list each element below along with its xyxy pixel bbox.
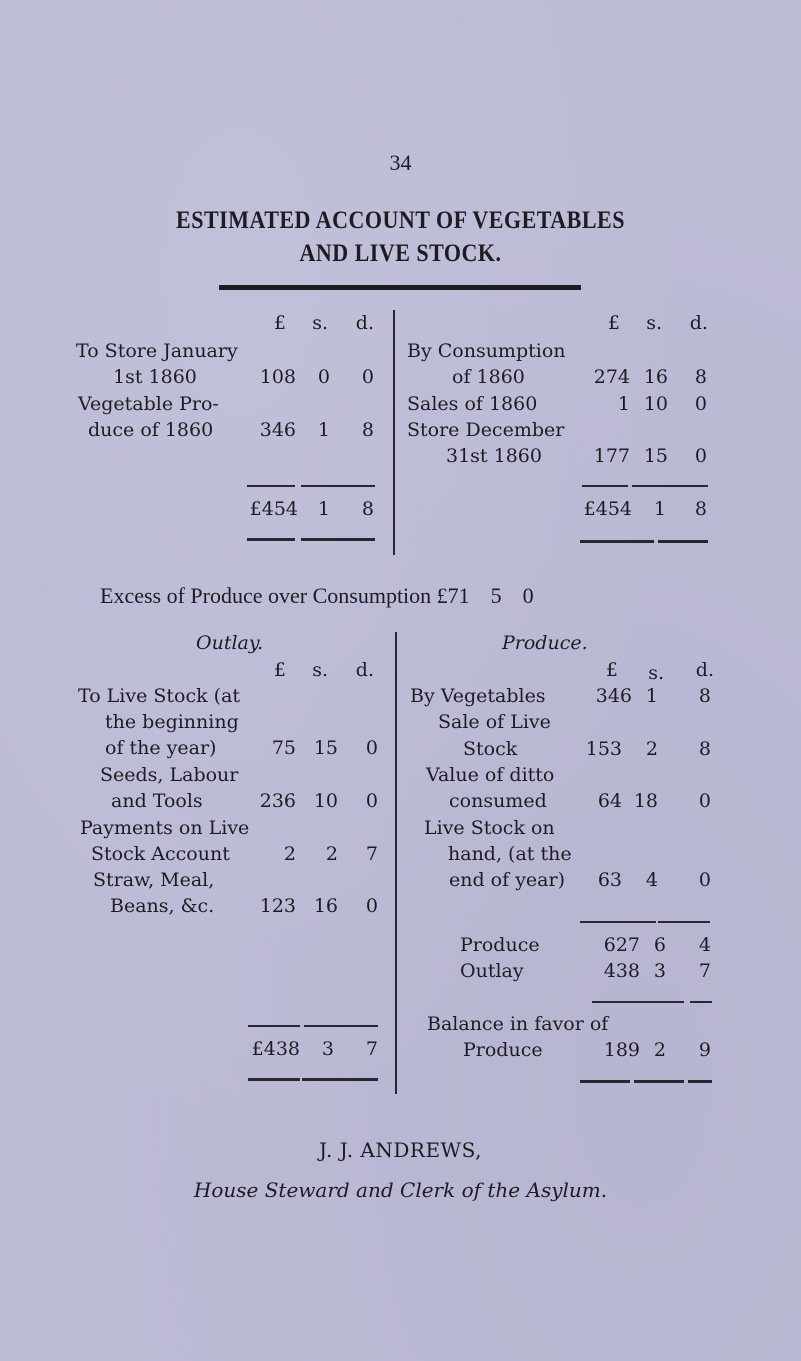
shillings-value: 16 — [313, 895, 338, 917]
shillings-header: s. — [648, 662, 664, 684]
row-label: Stock — [463, 738, 518, 760]
row-label: hand, (at the — [448, 843, 572, 865]
pence-value: 0 — [698, 869, 711, 891]
pounds-value: 153 — [585, 738, 622, 760]
row-label: Sales of 1860 — [407, 393, 538, 415]
balance-rule — [592, 1001, 684, 1003]
shillings-value: 18 — [633, 790, 658, 812]
double-rule — [248, 1078, 300, 1081]
double-rule — [580, 540, 654, 543]
pounds-value: 236 — [259, 790, 296, 812]
double-rule — [302, 1078, 378, 1081]
row-label: Beans, &c. — [110, 895, 215, 917]
double-rule — [634, 1080, 684, 1083]
pounds-value: 75 — [271, 737, 296, 759]
excess-label: Excess of Produce over Consumption — [100, 583, 432, 608]
page-number: 34 — [389, 150, 412, 175]
pence-value: 0 — [365, 790, 378, 812]
shillings-value: 15 — [313, 737, 338, 759]
shillings-value: 15 — [643, 445, 668, 467]
row-label: of the year) — [105, 737, 217, 759]
total-rule — [248, 1025, 300, 1027]
balance-pence: 9 — [698, 1039, 711, 1061]
row-label: Live Stock on — [424, 817, 555, 839]
pence-value: 0 — [365, 895, 378, 917]
subtotal-rule — [658, 921, 710, 923]
row-label: 1st 1860 — [113, 366, 197, 388]
row-label: Payments on Live — [80, 817, 250, 839]
total-pounds: £454 — [249, 498, 298, 520]
title-divider — [219, 285, 581, 290]
row-label: and Tools — [111, 790, 203, 812]
pence-header: d. — [355, 312, 374, 334]
row-label: To Live Stock (at — [78, 685, 241, 707]
double-rule — [688, 1080, 712, 1083]
pence-header: d. — [355, 659, 374, 681]
signature-name: J. J. ANDREWS, — [319, 1138, 482, 1162]
pence-value: 8 — [694, 366, 707, 388]
pence-value: 8 — [698, 685, 711, 707]
pounds-header: £ — [607, 312, 620, 334]
total-pence: 7 — [365, 1038, 378, 1060]
outlay-heading: Outlay. — [196, 632, 264, 654]
pounds-value: 627 — [603, 934, 640, 956]
excess-pounds: £71 — [436, 583, 470, 608]
shillings-header: s. — [646, 312, 662, 334]
pounds-value: 108 — [259, 366, 296, 388]
shillings-value: 1 — [317, 419, 330, 441]
row-label: Value of ditto — [426, 764, 555, 786]
total-rule — [301, 485, 375, 487]
total-shillings: 1 — [653, 498, 666, 520]
double-rule — [301, 538, 375, 541]
balance-label: Balance in favor of — [427, 1013, 609, 1035]
page-title-line-2: AND LIVE STOCK. — [299, 238, 502, 267]
shillings-header: s. — [312, 659, 328, 681]
pence-value: 7 — [365, 843, 378, 865]
pounds-value: 274 — [593, 366, 630, 388]
row-label: Straw, Meal, — [93, 869, 215, 891]
shillings-value: 4 — [645, 869, 658, 891]
total-pence: 8 — [361, 498, 374, 520]
column-divider — [395, 632, 397, 1094]
row-label: To Store January — [76, 340, 238, 362]
double-rule — [580, 1080, 630, 1083]
shillings-value: 6 — [653, 934, 666, 956]
total-rule — [247, 485, 295, 487]
row-label: end of year) — [449, 869, 565, 891]
pounds-value: 123 — [259, 895, 296, 917]
double-rule — [658, 540, 708, 543]
double-rule — [247, 538, 295, 541]
shillings-value: 16 — [643, 366, 668, 388]
page-title-line-1: ESTIMATED ACCOUNT OF VEGETABLES — [176, 205, 625, 234]
pounds-value: 64 — [597, 790, 622, 812]
pounds-value: 177 — [593, 445, 630, 467]
pence-value: 8 — [361, 419, 374, 441]
row-label: Store December — [407, 419, 565, 441]
excess-shillings: 5 — [490, 583, 502, 608]
shillings-value: 0 — [317, 366, 330, 388]
pence-value: 0 — [694, 393, 707, 415]
row-label: Vegetable Pro- — [78, 393, 219, 415]
row-label: duce of 1860 — [88, 419, 214, 441]
total-shillings: 1 — [317, 498, 330, 520]
pounds-value: 346 — [259, 419, 296, 441]
summary-label: Outlay — [460, 960, 524, 982]
pence-value: 8 — [698, 738, 711, 760]
row-label: Stock Account — [91, 843, 230, 865]
row-label: Sale of Live — [438, 711, 551, 733]
total-pounds: £454 — [583, 498, 632, 520]
pounds-value: 2 — [283, 843, 296, 865]
excess-pence: 0 — [522, 583, 534, 608]
balance-rule — [690, 1001, 712, 1003]
row-label: Seeds, Labour — [100, 764, 239, 786]
pence-header: d. — [689, 312, 708, 334]
shillings-value: 2 — [325, 843, 338, 865]
pence-value: 0 — [698, 790, 711, 812]
pence-value: 0 — [361, 366, 374, 388]
total-rule — [304, 1025, 378, 1027]
excess-line — [100, 583, 534, 609]
balance-label: Produce — [463, 1039, 543, 1061]
row-label: By Vegetables — [410, 685, 546, 707]
pence-value: 0 — [694, 445, 707, 467]
shillings-header: s. — [312, 312, 328, 334]
total-pence: 8 — [694, 498, 707, 520]
row-label: the beginning — [105, 711, 239, 733]
total-pounds: £438 — [251, 1038, 300, 1060]
row-label: By Consumption — [407, 340, 566, 362]
shillings-value: 3 — [653, 960, 666, 982]
pounds-value: 63 — [597, 869, 622, 891]
pounds-header: £ — [605, 659, 618, 681]
shillings-value: 10 — [643, 393, 668, 415]
balance-pounds: 189 — [603, 1039, 640, 1061]
row-label: 31st 1860 — [446, 445, 542, 467]
pounds-value: 346 — [595, 685, 632, 707]
balance-shillings: 2 — [653, 1039, 666, 1061]
subtotal-rule — [580, 921, 656, 923]
pence-value: 7 — [698, 960, 711, 982]
pence-value: 4 — [698, 934, 711, 956]
pounds-value: 438 — [603, 960, 640, 982]
row-label: of 1860 — [452, 366, 525, 388]
pence-value: 0 — [365, 737, 378, 759]
shillings-value: 1 — [645, 685, 658, 707]
total-rule — [632, 485, 708, 487]
row-label: consumed — [449, 790, 547, 812]
column-divider — [393, 310, 395, 555]
pounds-value: 1 — [617, 393, 630, 415]
summary-label: Produce — [460, 934, 540, 956]
signature-role: House Steward and Clerk of the Asylum. — [193, 1178, 608, 1202]
pence-header: d. — [695, 659, 714, 681]
produce-heading: Produce. — [502, 632, 588, 654]
pounds-header: £ — [273, 312, 286, 334]
shillings-value: 10 — [313, 790, 338, 812]
total-shillings: 3 — [321, 1038, 334, 1060]
total-rule — [582, 485, 628, 487]
shillings-value: 2 — [645, 738, 658, 760]
pounds-header: £ — [273, 659, 286, 681]
